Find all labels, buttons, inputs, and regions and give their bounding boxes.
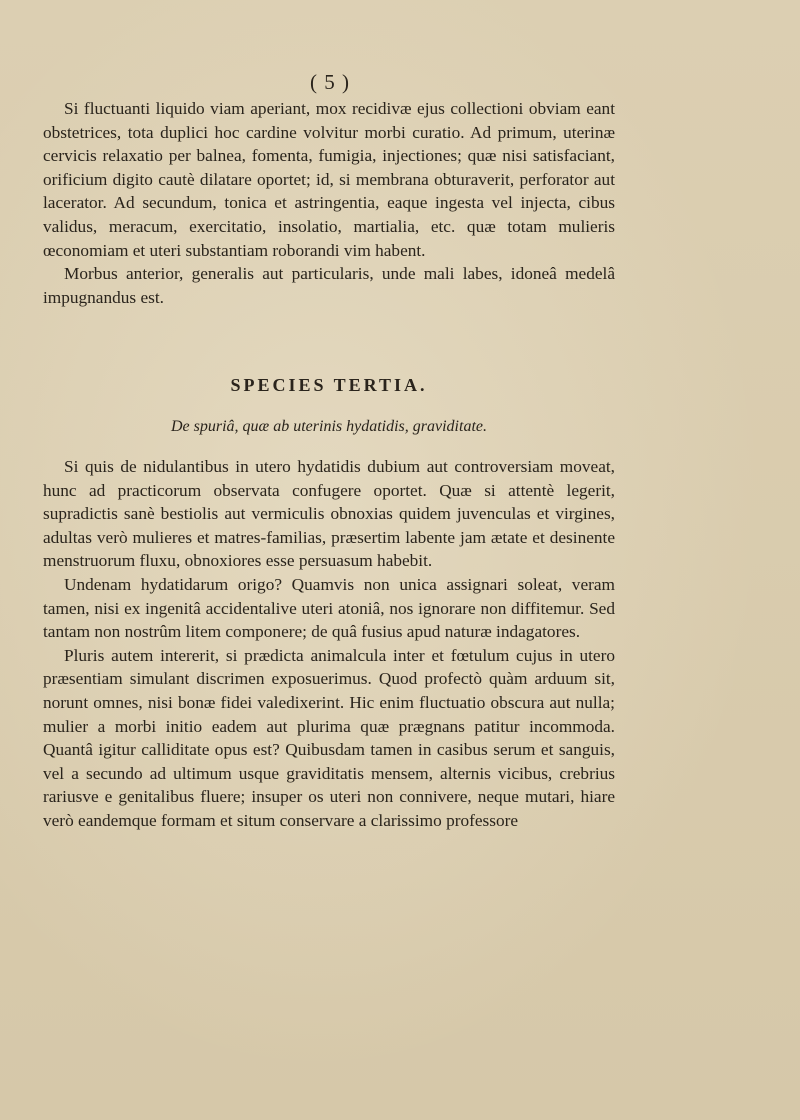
page-number: ( 5 )	[310, 70, 350, 94]
paragraph: Undenam hydatidarum origo? Quamvis non unica assignari soleat, veram tamen, nisi ex ingenitâ accidentalive uteri atoniâ, nos ignorare non diffitemur. Sed tantam non nostrûm litem componere; de quâ fusius apud naturæ indagatores.	[43, 574, 615, 642]
text-block-upper	[43, 97, 615, 309]
text-block-lower	[43, 455, 615, 833]
section-subheading: De spuriâ, quæ ab uterinis hydatidis, graviditate.	[171, 418, 487, 435]
paragraph: Pluris autem intererit, si prædicta animalcula inter et fœtulum cujus in utero præsentiam simulant discrimen exposuerimus. Quod profectò quàm arduum sit, norunt omnes, nisi bonæ fidei valedixerint. Hic enim fluctuatio obscura aut nulla; mulier a morbi initio eadem aut plurima quæ prægnans patitur incommoda. Quantâ igitur calliditate opus est? Quibusdam tamen in casibus serum et sanguis, vel a secundo ad ultimum usque graviditatis mensem, alternis vicibus, crebrius rariusve e genitalibus fluere; insuper os uteri non connivere, neque mutari, hiare verò eandemque formam et situm conservare a clarissimo professore	[43, 645, 615, 830]
paragraph: Si fluctuanti liquido viam aperiant, mox recidivæ ejus collectioni obviam eant obstetrices, tota duplici hoc cardine volvitur morbi curatio. Ad primum, uterinæ cervicis relaxatio per balnea, fomenta, fumigia, injectiones; quæ nisi satisfaciant, orificium digito cautè dilatare oportet; id, si membrana obturaverit, perforator aut lacerator. Ad secundum, tonica et astringentia, eaque ingesta vel injecta, cibus validus, meracum, exercitatio, insolatio, martialia, etc. quæ totam mulieris œconomiam et uteri substantiam roborandi vim habent.	[43, 99, 615, 260]
paragraph: Morbus anterior, generalis aut particularis, unde mali labes, idoneâ medelâ impugnandus est.	[43, 264, 615, 307]
paragraph: Si quis de nidulantibus in utero hydatidis dubium aut controversiam moveat, hunc ad practicorum observata confugere oportet. Quæ si attentè legerit, supradictis sanè bestiolis aut vermiculis obnoxias quidem juvenculas et virgines, adultas verò mulieres et matres-familias, præsertim labente jam ætate et desinente menstruorum fluxu, obnoxiores esse persuasum habebit.	[43, 457, 615, 571]
section-heading: SPECIES TERTIA.	[230, 375, 428, 395]
